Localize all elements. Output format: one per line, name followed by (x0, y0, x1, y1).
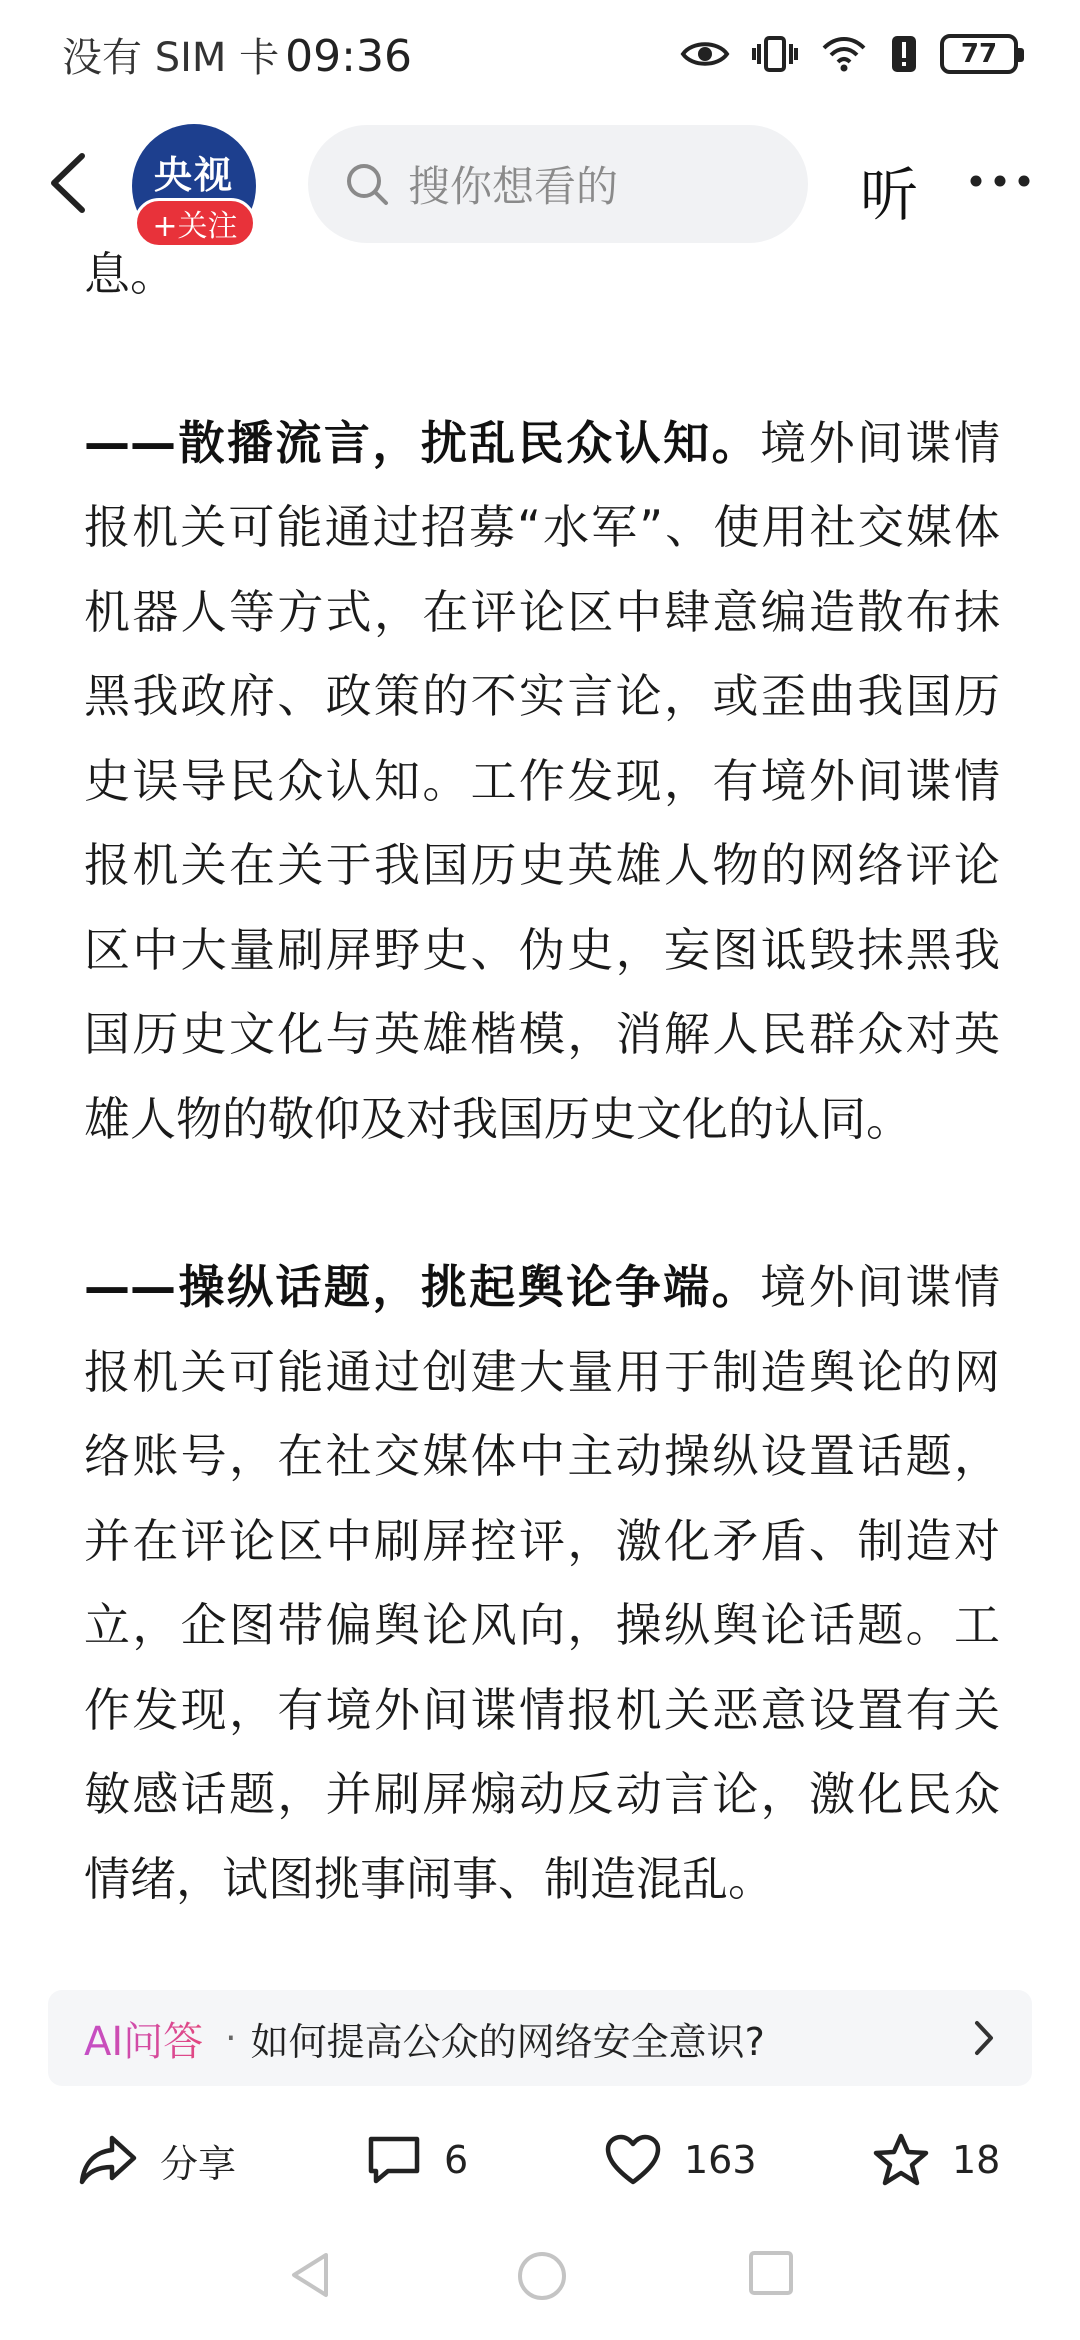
favorite-button[interactable] (872, 2132, 1000, 2188)
alert-icon (890, 34, 918, 74)
status-bar (0, 0, 1080, 108)
battery-icon (940, 34, 1018, 74)
carrier-text: 没有 SIM 卡 (62, 34, 280, 81)
like-button[interactable] (604, 2134, 757, 2186)
search-placeholder: 搜你想看的 (408, 162, 619, 211)
favorites-count: 18 (952, 2138, 1001, 2182)
wifi-icon (820, 34, 868, 74)
nav-back-icon[interactable] (286, 2250, 334, 2300)
share-icon (78, 2132, 138, 2188)
ai-question-bar[interactable] (48, 1990, 1032, 2086)
action-bar (0, 2110, 1080, 2210)
likes-count: 163 (684, 2138, 757, 2182)
paragraph-lead: ——操纵话题，挑起舆论争端。 (84, 1260, 761, 1314)
eye-icon (680, 37, 730, 71)
back-arrow-icon[interactable] (42, 150, 98, 216)
comments-count: 6 (444, 2138, 469, 2182)
share-button[interactable] (78, 2132, 236, 2188)
paragraph-lead: ——散播流言，扰乱民众认知。 (84, 415, 761, 470)
share-label: 分享 (160, 2141, 237, 2186)
status-left (62, 26, 412, 83)
comment-icon (366, 2133, 422, 2187)
nav-recents-icon[interactable] (748, 2250, 794, 2296)
ai-separator: · (225, 2017, 237, 2059)
listen-button[interactable]: 听 (860, 161, 919, 229)
status-icons (680, 34, 1018, 74)
article-content (84, 250, 1000, 1990)
battery-level: 77 (960, 39, 998, 69)
ai-question-text: 如何提高公众的网络安全意识? (250, 2019, 765, 2064)
search-input[interactable] (308, 125, 808, 243)
star-icon (872, 2132, 930, 2188)
article-paragraph (84, 1245, 1000, 1921)
heart-icon (604, 2134, 662, 2186)
clock-time: 09:36 (285, 30, 412, 82)
search-icon (344, 161, 390, 207)
article-body (0, 250, 1080, 1990)
article-fragment (84, 250, 1000, 317)
fragment-text: 息。 (84, 250, 176, 301)
comments-button[interactable] (366, 2133, 468, 2187)
follow-button[interactable]: +关注 (134, 198, 256, 248)
system-nav-bar (0, 2250, 1080, 2340)
paragraph-body: 境外间谍情报机关可能通过创建大量用于制造舆论的网络账号，在社交媒体中主动操纵设置话题，并在评论区中刷屏控评，激化矛盾、制造对立，企图带偏舆论风向，操纵舆论话题。工作发现，有境外间谍情报机关恶意设置有关敏感话题，并刷屏煽动反动言论，激化民众情绪，试图挑事闹事、制造混乱。 (84, 1260, 1001, 1906)
nav-home-icon[interactable] (516, 2250, 568, 2302)
ai-label: AI问答 (84, 2010, 203, 2067)
top-header (0, 118, 1080, 248)
paragraph-body: 境外间谍情报机关可能通过招募“水军”、使用社交媒体机器人等方式，在评论区中肆意编造散布抹黑我政府、政策的不实言论，或歪曲我国历史误导民众认知。工作发现，有境外间谍情报机关在关于我国历史英雄人物的网络评论区中大量刷屏野史、伪史，妄图诋毁抹黑我国历史文化与英雄楷模，消解人民群众对英雄人物的敬仰及对我国历史文化的认同。 (84, 415, 1001, 1146)
more-icon[interactable] (968, 168, 1032, 194)
article-paragraph (84, 401, 1000, 1162)
vibrate-icon (752, 34, 798, 74)
chevron-right-icon (972, 2018, 996, 2058)
account-name: 央视 (153, 153, 234, 197)
